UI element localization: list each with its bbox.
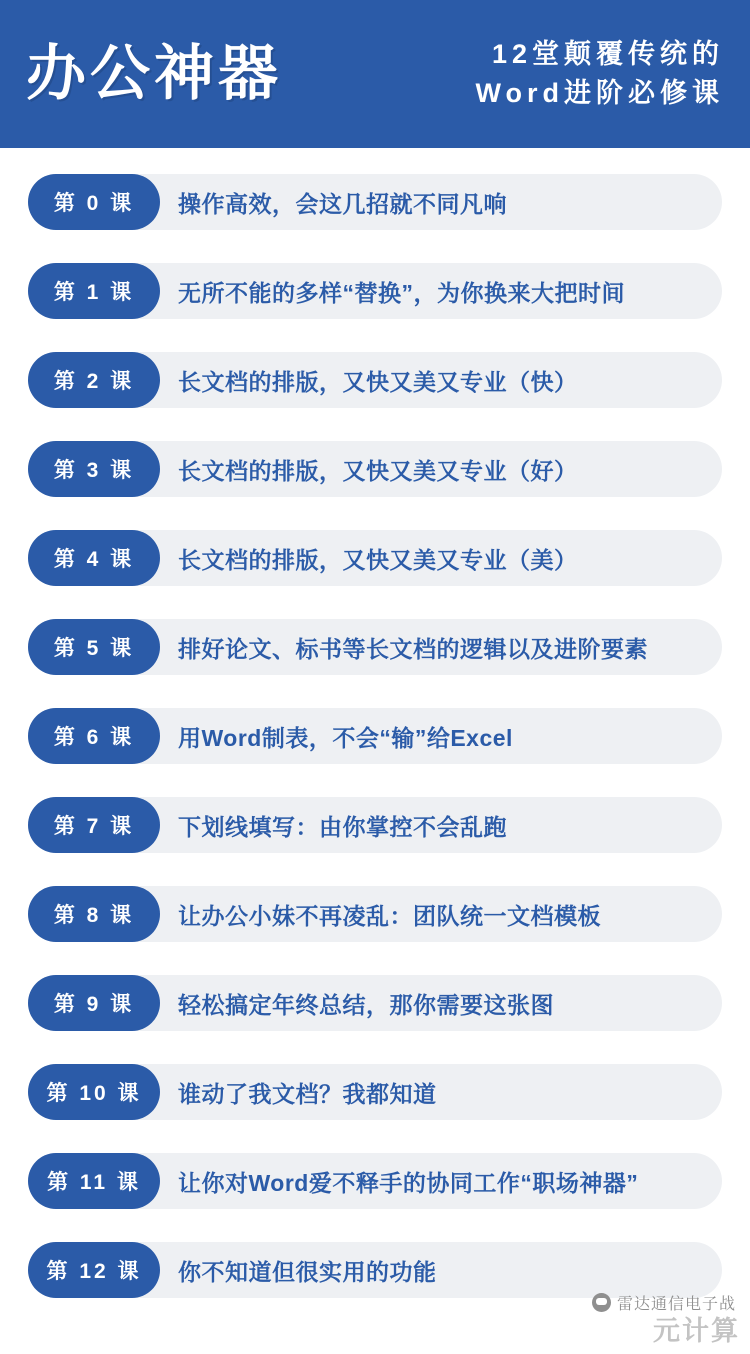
page-subtitle-line-2: Word进阶必修课 <box>475 78 724 108</box>
lesson-number-badge: 第 8 课 <box>28 886 160 942</box>
list-item[interactable] <box>28 530 722 586</box>
list-item[interactable] <box>28 263 722 319</box>
list-item[interactable] <box>28 797 722 853</box>
lesson-title: 排好论文、标书等长文档的逻辑以及进阶要素 <box>178 635 648 662</box>
lesson-number-badge: 第 7 课 <box>28 797 160 853</box>
lesson-title: 长文档的排版，又快又美又专业（快） <box>178 368 578 395</box>
list-item[interactable] <box>28 619 722 675</box>
lesson-number-badge: 第 4 课 <box>28 530 160 586</box>
list-item[interactable] <box>28 1064 722 1120</box>
lesson-title: 让办公小妹不再凌乱：团队统一文档模板 <box>178 902 601 929</box>
page-subtitle-line-1: 12堂颠覆传统的 <box>491 38 724 69</box>
lesson-number-badge: 第 11 课 <box>28 1153 160 1209</box>
page-subtitle <box>476 35 725 113</box>
lesson-title: 操作高效，会这几招就不同凡响 <box>178 190 507 217</box>
list-item[interactable] <box>28 708 722 764</box>
header-inner <box>26 35 724 113</box>
poster-header <box>0 0 750 148</box>
page-title: 办公神器 <box>26 40 282 107</box>
lesson-list <box>0 148 750 1298</box>
lesson-title: 让你对Word爱不释手的协同工作“职场神器” <box>178 1169 639 1196</box>
lesson-number-badge: 第 0 课 <box>28 174 160 230</box>
lesson-number-badge: 第 3 课 <box>28 441 160 497</box>
lesson-title: 无所不能的多样“替换”，为你换来大把时间 <box>178 279 625 306</box>
lesson-title: 下划线填写：由你掌控不会乱跑 <box>178 813 507 840</box>
list-item[interactable] <box>28 975 722 1031</box>
watermark-brand: 元计算 <box>653 1316 740 1346</box>
lesson-number-badge: 第 2 课 <box>28 352 160 408</box>
list-item[interactable] <box>28 1242 722 1298</box>
watermark-account-name: 雷达通信电子战 <box>616 1296 736 1313</box>
lesson-number-badge: 第 10 课 <box>28 1064 160 1120</box>
list-item[interactable] <box>28 174 722 230</box>
wechat-official-account-icon <box>592 1293 611 1312</box>
lesson-number-badge: 第 9 课 <box>28 975 160 1031</box>
lesson-title: 谁动了我文档？我都知道 <box>178 1080 437 1107</box>
lesson-title: 长文档的排版，又快又美又专业（好） <box>178 457 578 484</box>
list-item[interactable] <box>28 352 722 408</box>
lesson-number-badge: 第 12 课 <box>28 1242 160 1298</box>
lesson-number-badge: 第 5 课 <box>28 619 160 675</box>
lesson-title: 用Word制表，不会“输”给Excel <box>178 724 513 751</box>
list-item[interactable] <box>28 886 722 942</box>
lesson-title: 长文档的排版，又快又美又专业（美） <box>178 546 578 573</box>
list-item[interactable] <box>28 441 722 497</box>
lesson-number-badge: 第 6 课 <box>28 708 160 764</box>
lesson-number-badge: 第 1 课 <box>28 263 160 319</box>
lesson-title: 你不知道但很实用的功能 <box>178 1258 437 1285</box>
list-item[interactable] <box>28 1153 722 1209</box>
lesson-title: 轻松搞定年终总结，那你需要这张图 <box>178 991 554 1018</box>
